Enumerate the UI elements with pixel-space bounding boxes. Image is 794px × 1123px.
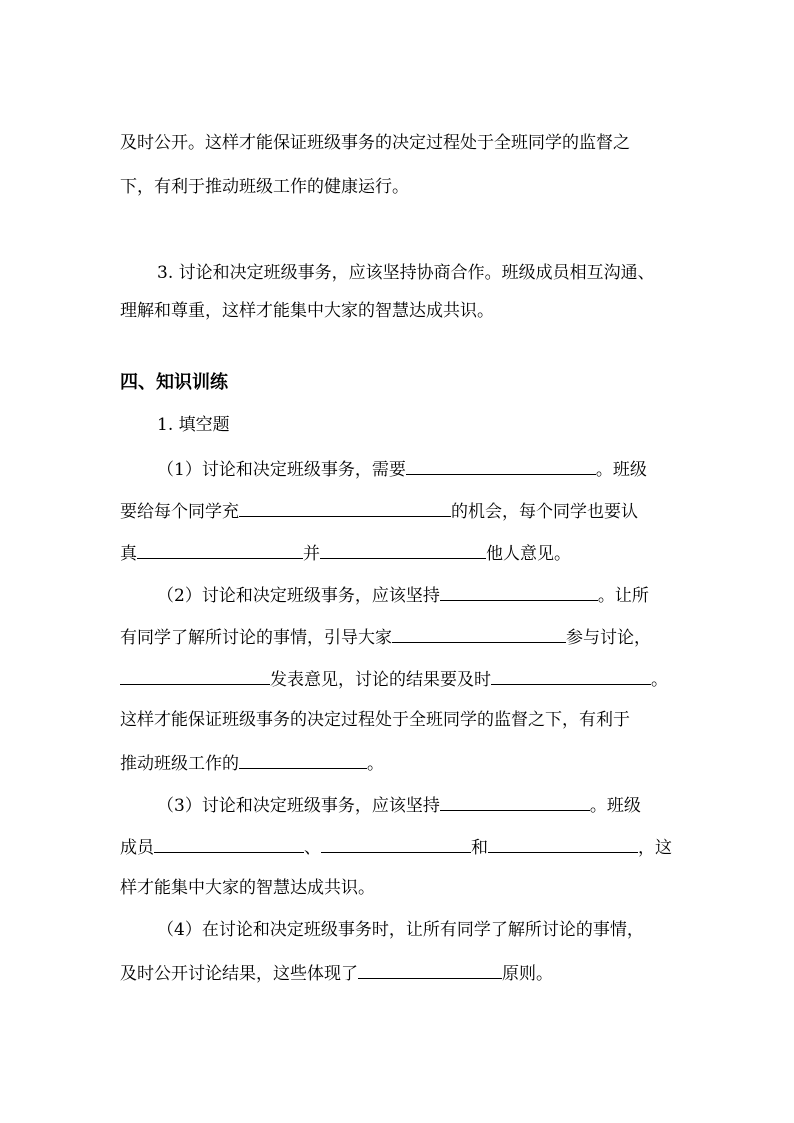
answer-blank[interactable] (320, 541, 486, 559)
answer-blank[interactable] (321, 835, 471, 853)
answer-blank[interactable] (137, 541, 303, 559)
answer-blank[interactable] (440, 583, 598, 601)
question-3-line-1: （3）讨论和决定班级事务，应该坚持 。班级 (157, 793, 641, 817)
answer-blank[interactable] (154, 835, 304, 853)
question-3-line-3: 样才能集中大家的智慧达成共识。 (120, 878, 375, 898)
exercise-title: 1. 填空题 (157, 415, 230, 435)
answer-blank[interactable] (440, 793, 590, 811)
paragraph-line: 3. 讨论和决定班级事务，应该坚持协商合作。班级成员相互沟通、 (157, 263, 655, 283)
question-4-line-1: （4）在讨论和决定班级事务时，让所有同学了解所讨论的事情， (157, 920, 644, 940)
answer-blank[interactable] (358, 961, 502, 979)
section-heading: 四、知识训练 (120, 372, 228, 393)
question-2-line-1: （2）讨论和决定班级事务，应该坚持 。让所 (157, 583, 649, 607)
question-2-line-5: 推动班级工作的 。 (120, 751, 384, 775)
paragraph-line: 及时公开。这样才能保证班级事务的决定过程处于全班同学的监督之 (120, 133, 630, 153)
question-1-line-2: 要给每个同学充 的机会，每个同学也要认 (120, 499, 638, 523)
question-1-line-1: （1）讨论和决定班级事务，需要 。班级 (157, 457, 647, 481)
answer-blank[interactable] (392, 625, 566, 643)
paragraph-line: 下，有利于推动班级工作的健康运行。 (120, 177, 409, 197)
answer-blank[interactable] (488, 835, 638, 853)
answer-blank[interactable] (120, 667, 270, 685)
question-4-line-2: 及时公开讨论结果，这些体现了 原则。 (120, 961, 553, 985)
answer-blank[interactable] (239, 751, 367, 769)
question-3-line-2: 成员 、 和 ，这 (120, 835, 672, 859)
answer-blank[interactable] (406, 457, 596, 475)
question-1-line-3: 真 并 他人意见。 (120, 541, 571, 565)
answer-blank[interactable] (491, 667, 651, 685)
question-2-line-4: 这样才能保证班级事务的决定过程处于全班同学的监督之下，有利于 (120, 710, 630, 730)
question-2-line-2: 有同学了解所讨论的事情，引导大家 参与讨论， (120, 625, 651, 649)
question-2-line-3: 发表意见，讨论的结果要及时 。 (120, 667, 668, 691)
answer-blank[interactable] (239, 499, 451, 517)
paragraph-line: 理解和尊重，这样才能集中大家的智慧达成共识。 (120, 301, 494, 321)
